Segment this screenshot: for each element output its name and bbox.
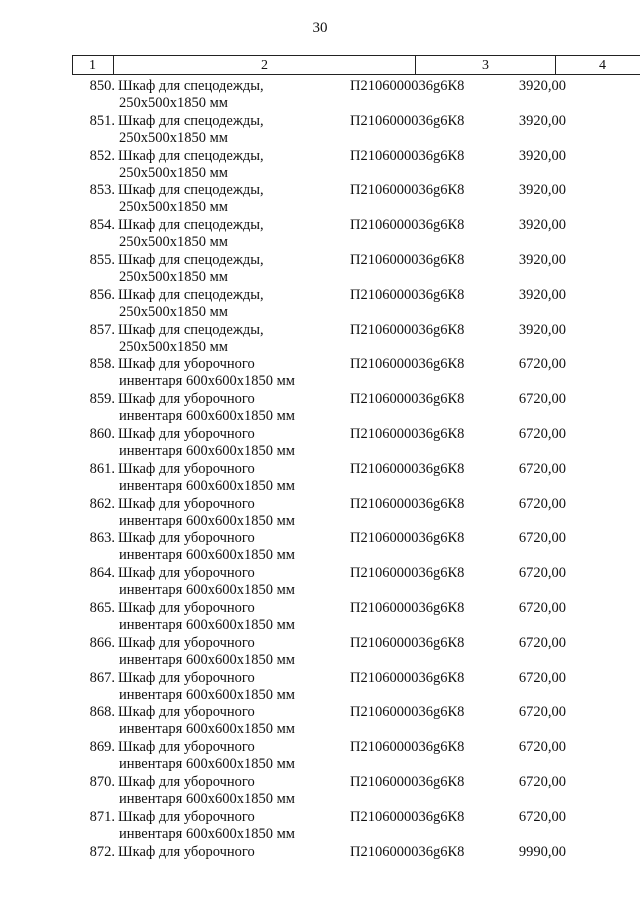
item-name	[118, 739, 338, 773]
table-row	[0, 635, 640, 669]
item-name-line-1: Шкаф для уборочного	[118, 426, 255, 442]
row-number: 855.	[89, 252, 115, 268]
item-name-line-2: инвентаря 600х600х1850 мм	[119, 791, 295, 807]
item-name-line-1: Шкаф для уборочного	[118, 774, 255, 790]
row-number: 870.	[89, 774, 115, 790]
item-name-line-2: инвентаря 600х600х1850 мм	[119, 825, 295, 842]
item-name	[118, 635, 338, 669]
item-name	[118, 113, 338, 147]
item-name	[118, 809, 338, 843]
item-name-line-2: 250х500х1850 мм	[119, 269, 228, 285]
table-row	[0, 530, 640, 564]
item-code: П2106000036g6К8	[350, 495, 465, 512]
item-name-line-1: Шкаф для уборочного	[118, 565, 255, 582]
item-name-line-2: 250х500х1850 мм	[119, 234, 228, 251]
row-number: 866.	[89, 634, 115, 651]
row-number: 871.	[89, 808, 115, 825]
item-name-line-2: 250х500х1850 мм	[119, 303, 228, 320]
item-name	[118, 78, 338, 112]
item-name-line-1: Шкаф для спецодежды,	[118, 286, 264, 303]
item-name-line-2: инвентаря 600х600х1850 мм	[119, 651, 295, 668]
item-price: 6720,00	[518, 530, 566, 547]
item-name-line-2: инвентаря 600х600х1850 мм	[119, 582, 295, 599]
item-name	[118, 844, 338, 861]
item-name	[118, 774, 338, 808]
item-price: 3920,00	[518, 78, 566, 94]
item-code: П2106000036g6К8	[350, 774, 465, 790]
item-name-line-1: Шкаф для спецодежды,	[118, 78, 264, 94]
table-row	[0, 496, 640, 530]
item-price: 9990,00	[518, 843, 566, 860]
item-price: 6720,00	[518, 460, 566, 477]
item-name-line-2: 250х500х1850 мм	[119, 199, 228, 216]
item-name	[118, 461, 338, 495]
table-row	[0, 252, 640, 286]
item-name-line-2: инвентаря 600х600х1850 мм	[119, 721, 295, 738]
item-name-line-2: инвентаря 600х600х1850 мм	[119, 443, 295, 459]
item-name-line-2: 250х500х1850 мм	[119, 95, 228, 111]
item-name	[118, 426, 338, 460]
item-name-line-2: инвентаря 600х600х1850 мм	[119, 547, 295, 564]
table-header	[72, 55, 640, 75]
item-name-line-1: Шкаф для уборочного	[118, 634, 255, 651]
item-name-line-1: Шкаф для уборочного	[118, 495, 255, 512]
table-row	[0, 287, 640, 321]
row-number: 857.	[89, 321, 115, 338]
item-name-line-2: инвентаря 600х600х1850 мм	[119, 408, 295, 425]
item-name	[118, 182, 338, 216]
item-name	[118, 391, 338, 425]
item-code: П2106000036g6К8	[350, 356, 465, 373]
item-price: 3920,00	[518, 112, 566, 129]
item-price: 6720,00	[518, 565, 566, 582]
item-name-line-2: инвентаря 600х600х1850 мм	[119, 512, 295, 529]
item-name-line-1: Шкаф для уборочного	[118, 669, 255, 686]
item-price: 6720,00	[518, 426, 566, 442]
header-col-1: 1	[89, 58, 96, 73]
item-price: 6720,00	[518, 495, 566, 512]
item-price: 6720,00	[518, 634, 566, 651]
item-name-line-2: инвентаря 600х600х1850 мм	[119, 756, 295, 773]
item-price: 3920,00	[518, 321, 566, 338]
item-name	[118, 287, 338, 321]
row-number: 861.	[89, 460, 115, 477]
item-code: П2106000036g6К8	[350, 565, 465, 582]
table-row	[0, 322, 640, 356]
page-number: 30	[312, 20, 328, 36]
item-price: 3920,00	[518, 182, 566, 199]
item-name-line-2: 250х500х1850 мм	[119, 164, 228, 181]
table-row	[0, 148, 640, 182]
item-price: 6720,00	[518, 739, 566, 756]
item-price: 3920,00	[518, 252, 566, 268]
item-name-line-2: инвентаря 600х600х1850 мм	[119, 686, 295, 703]
table-row	[0, 461, 640, 495]
row-number: 851.	[89, 112, 115, 129]
row-number: 854.	[89, 217, 115, 234]
item-name-line-1: Шкаф для уборочного	[118, 356, 255, 373]
row-number: 858.	[89, 356, 115, 373]
item-name-line-2: инвентаря 600х600х1850 мм	[119, 477, 295, 494]
item-name	[118, 252, 338, 286]
item-name	[118, 496, 338, 530]
item-code: П2106000036g6К8	[350, 426, 465, 442]
item-price: 6720,00	[518, 774, 566, 790]
row-number: 867.	[89, 669, 115, 686]
table-row	[0, 844, 640, 878]
table-row	[0, 809, 640, 843]
table-row	[0, 565, 640, 599]
item-code: П2106000036g6К8	[350, 600, 465, 616]
item-price: 6720,00	[518, 600, 566, 616]
item-code: П2106000036g6К8	[350, 217, 465, 234]
item-code: П2106000036g6К8	[350, 391, 465, 408]
item-name	[118, 565, 338, 599]
item-name-line-1: Шкаф для спецодежды,	[118, 112, 264, 129]
item-name	[118, 356, 338, 390]
item-name-line-1: Шкаф для уборочного	[118, 739, 255, 756]
table-row	[0, 670, 640, 704]
item-code: П2106000036g6К8	[350, 286, 465, 303]
row-number: 860.	[89, 426, 115, 442]
row-number: 863.	[89, 530, 115, 547]
item-name-line-2: инвентаря 600х600х1850 мм	[119, 617, 295, 633]
row-number: 852.	[89, 147, 115, 164]
table-row	[0, 704, 640, 738]
header-col-4: 4	[599, 58, 606, 73]
table-row	[0, 356, 640, 390]
item-name-line-1: Шкаф для уборочного	[118, 530, 255, 547]
item-code: П2106000036g6К8	[350, 739, 465, 756]
item-price: 6720,00	[518, 808, 566, 825]
table-row	[0, 217, 640, 251]
item-name	[118, 670, 338, 704]
header-col-3: 3	[482, 58, 489, 73]
item-name-line-1: Шкаф для спецодежды,	[118, 217, 264, 234]
row-number: 850.	[89, 78, 115, 94]
table-row	[0, 182, 640, 216]
item-code: П2106000036g6К8	[350, 808, 465, 825]
item-name	[118, 217, 338, 251]
item-name-line-1: Шкаф для уборочного	[118, 843, 255, 860]
item-name-line-1: Шкаф для спецодежды,	[118, 321, 264, 338]
item-code: П2106000036g6К8	[350, 78, 465, 94]
item-code: П2106000036g6К8	[350, 182, 465, 199]
row-number: 868.	[89, 704, 115, 721]
row-number: 864.	[89, 565, 115, 582]
table-row	[0, 78, 640, 112]
table-row	[0, 739, 640, 773]
row-number: 859.	[89, 391, 115, 408]
item-code: П2106000036g6К8	[350, 321, 465, 338]
item-name-line-1: Шкаф для спецодежды,	[118, 182, 264, 199]
item-name	[118, 704, 338, 738]
item-name-line-1: Шкаф для уборочного	[118, 391, 255, 408]
item-price: 6720,00	[518, 704, 566, 721]
item-name-line-1: Шкаф для спецодежды,	[118, 147, 264, 164]
header-col-2: 2	[261, 58, 268, 73]
row-number: 869.	[89, 739, 115, 756]
item-name-line-2: инвентаря 600х600х1850 мм	[119, 373, 295, 390]
item-price: 3920,00	[518, 286, 566, 303]
item-code: П2106000036g6К8	[350, 843, 465, 860]
item-name	[118, 530, 338, 564]
item-name-line-2: 250х500х1850 мм	[119, 129, 228, 146]
item-price: 6720,00	[518, 669, 566, 686]
item-code: П2106000036g6К8	[350, 460, 465, 477]
item-price: 6720,00	[518, 391, 566, 408]
item-code: П2106000036g6К8	[350, 704, 465, 721]
item-price: 3920,00	[518, 147, 566, 164]
row-number: 856.	[89, 286, 115, 303]
item-code: П2106000036g6К8	[350, 634, 465, 651]
item-name-line-1: Шкаф для уборочного	[118, 600, 255, 616]
table-row	[0, 391, 640, 425]
item-code: П2106000036g6К8	[350, 112, 465, 129]
row-number: 872.	[89, 843, 115, 860]
item-name-line-2: 250х500х1850 мм	[119, 338, 228, 355]
item-code: П2106000036g6К8	[350, 669, 465, 686]
table-row	[0, 600, 640, 634]
table-row	[0, 113, 640, 147]
item-code: П2106000036g6К8	[350, 147, 465, 164]
row-number: 853.	[89, 182, 115, 199]
item-name-line-1: Шкаф для уборочного	[118, 460, 255, 477]
item-name-line-1: Шкаф для уборочного	[118, 808, 255, 825]
table-row	[0, 426, 640, 460]
table-row	[0, 774, 640, 808]
item-name-line-1: Шкаф для спецодежды,	[118, 252, 264, 268]
item-code: П2106000036g6К8	[350, 252, 465, 268]
item-name-line-1: Шкаф для уборочного	[118, 704, 255, 721]
item-name	[118, 148, 338, 182]
item-code: П2106000036g6К8	[350, 530, 465, 547]
item-name	[118, 322, 338, 356]
item-name	[118, 600, 338, 634]
item-price: 6720,00	[518, 356, 566, 373]
item-price: 3920,00	[518, 217, 566, 234]
row-number: 862.	[89, 495, 115, 512]
row-number: 865.	[89, 600, 115, 616]
